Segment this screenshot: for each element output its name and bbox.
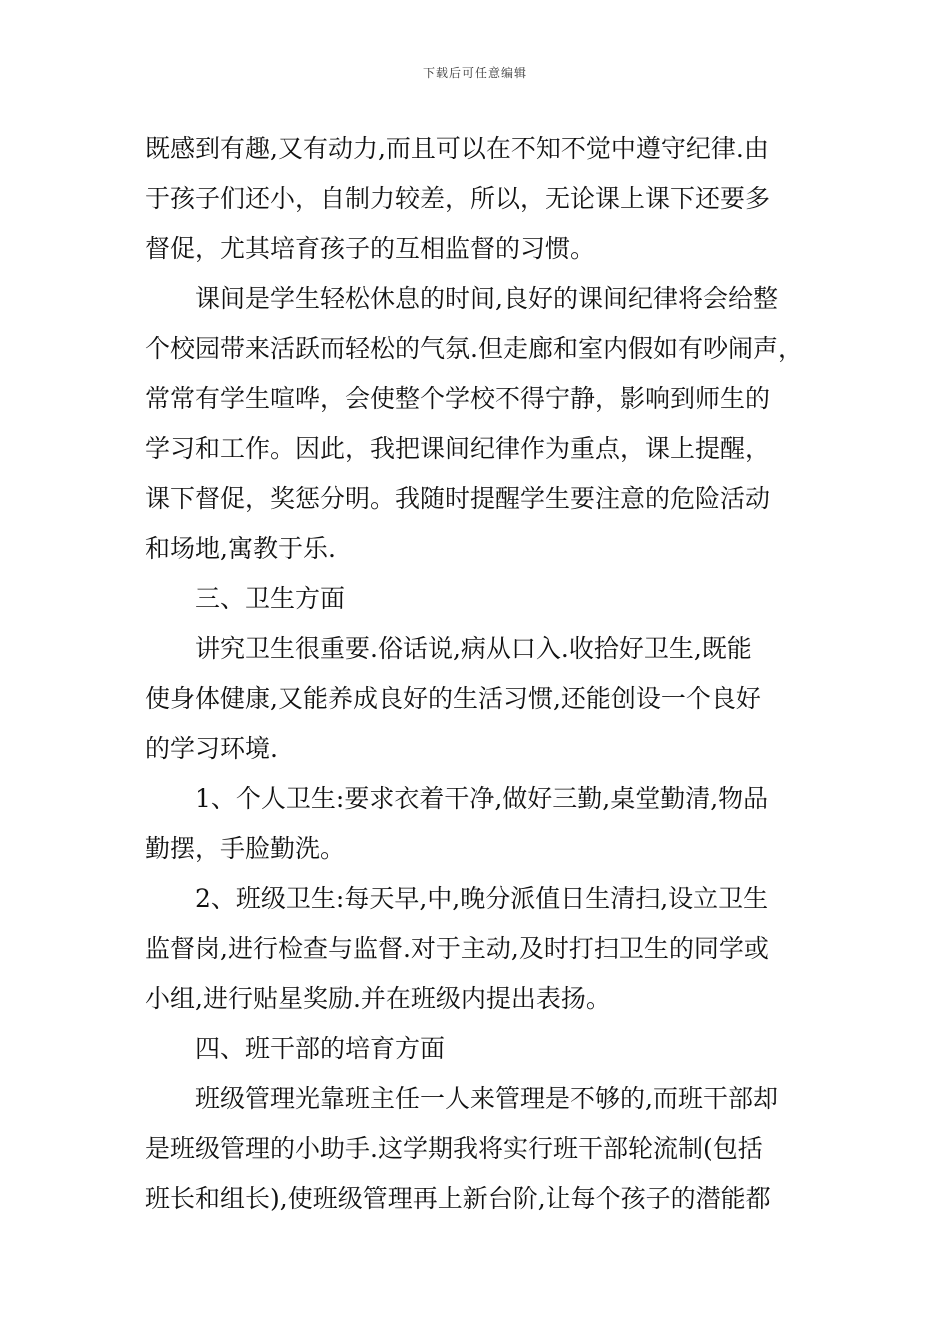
text-line: 2、班级卫生:每天早,中,晚分派值日生清扫,设立卫生 (195, 884, 769, 913)
paragraph (145, 274, 810, 574)
text-line: 1、个人卫生:要求衣着干净,做好三勤,桌堂勤清,物品 (195, 784, 769, 813)
text-line: 课下督促，奖惩分明。我随时提醒学生要注意的危险活动 (145, 484, 771, 513)
page-header: 下载后可任意编辑 (422, 66, 527, 80)
text-line: 小组,进行贴星奖励.并在班级内提出表扬。 (145, 984, 611, 1013)
text-line: 常常有学生喧哗，会使整个学校不得宁静，影响到师生的 (145, 384, 771, 413)
text-line: 个校园带来活跃而轻松的气氛.但走廊和室内假如有吵闹声， (145, 334, 803, 363)
text-line: 使身体健康,又能养成良好的生活习惯,还能创设一个良好 (145, 684, 761, 713)
text-line: 班级管理光靠班主任一人来管理是不够的,而班干部却 (195, 1084, 778, 1113)
text-line: 三、卫生方面 (195, 584, 346, 613)
document-body (145, 124, 810, 1224)
text-line: 学习和工作。因此，我把课间纪律作为重点，课上提醒， (145, 434, 771, 463)
text-line: 课间是学生轻松休息的时间,良好的课间纪律将会给整 (195, 284, 778, 313)
paragraph (145, 624, 810, 774)
text-line: 是班级管理的小助手.这学期我将实行班干部轮流制(包括 (145, 1134, 763, 1163)
text-line: 的学习环境. (145, 734, 278, 763)
text-line: 既感到有趣,又有动力,而且可以在不知不觉中遵守纪律.由 (145, 134, 769, 163)
paragraph (145, 574, 810, 624)
text-line: 勤摆，手脸勤洗。 (145, 834, 346, 863)
text-line: 监督岗,进行检查与监督.对于主动,及时打扫卫生的同学或 (145, 934, 769, 963)
paragraph (145, 874, 810, 1024)
text-line: 督促，尤其培育孩子的互相监督的习惯。 (145, 234, 596, 263)
text-line: 四、班干部的培育方面 (195, 1034, 446, 1063)
paragraph (145, 124, 810, 274)
text-line: 和场地,寓教于乐. (145, 534, 336, 563)
text-line: 班长和组长),使班级管理再上新台阶,让每个孩子的潜能都 (145, 1184, 771, 1213)
paragraph (145, 1024, 810, 1074)
paragraph (145, 774, 810, 874)
text-line: 于孩子们还小，自制力较差，所以，无论课上课下还要多 (145, 184, 771, 213)
paragraph (145, 1074, 810, 1224)
text-line: 讲究卫生很重要.俗话说,病从口入.收拾好卫生,既能 (195, 634, 752, 663)
